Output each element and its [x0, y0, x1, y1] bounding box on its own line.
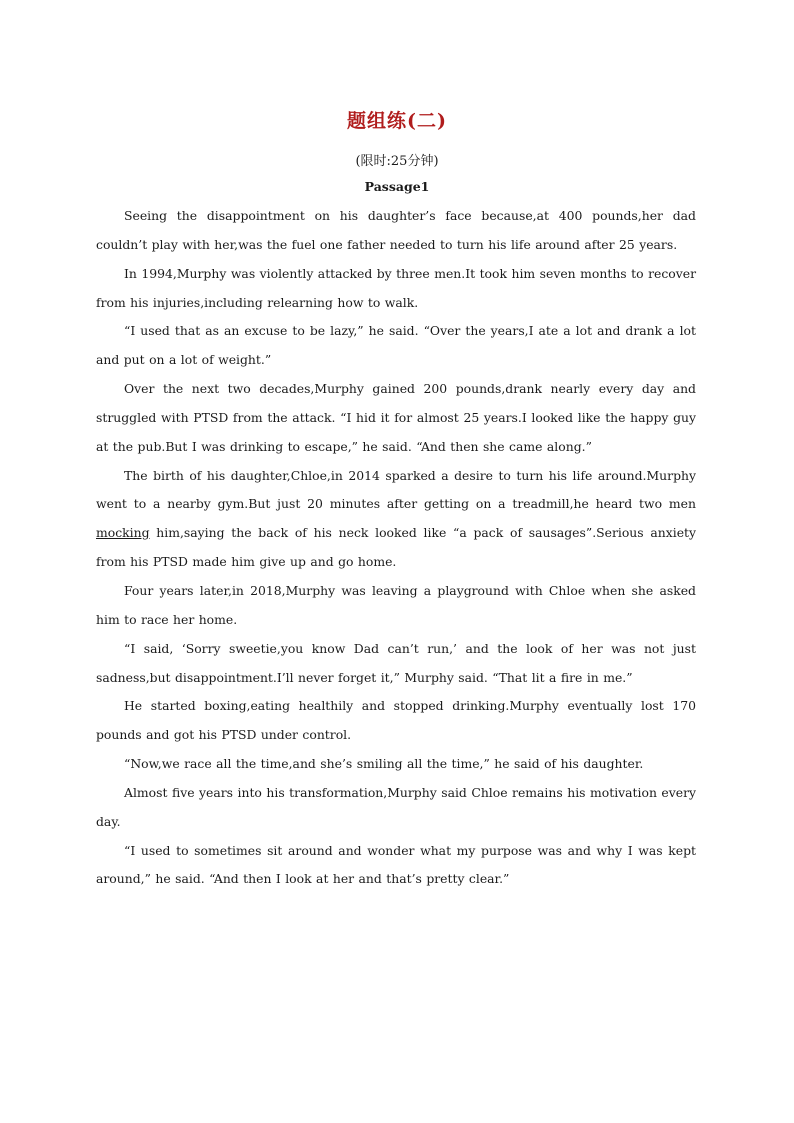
page-title: 题组练(二) [347, 110, 447, 132]
paragraph: Seeing the disappointment on his daughter’s face because,at 400 pounds,her dad couldn’t play with her,was the fuel one father needed to turn his life around after 25 years. [96, 208, 696, 252]
time-limit: (限时:25分钟) [355, 154, 439, 169]
paragraph: “Now,we race all the time,and she’s smiling all the time,” he said of his daughter. [124, 756, 644, 772]
paragraph: Over the next two decades,Murphy gained 200 pounds,drank nearly every day and struggled with PTSD from the attack. “I hid it for almost 25 years.I looked like the happy guy at the pub.But I was drinking to escape,” he said. “And then she came along.” [96, 381, 696, 454]
paragraph: He started boxing,eating healthily and stopped drinking.Murphy eventually lost 170 pounds and got his PTSD under control. [96, 698, 696, 743]
paragraph [96, 462, 696, 577]
passage-label: Passage1 [364, 179, 430, 194]
paragraph: “I said, ‘Sorry sweetie,you know Dad can’t run,’ and the look of her was not just sadness,but disappointment.I’ll never forget it,” Murphy said. “That lit a fire in me.” [96, 640, 696, 685]
paragraph: Almost five years into his transformation,Murphy said Chloe remains his motivation every day. [96, 784, 696, 829]
paragraph-text: The birth of his daughter,Chloe,in 2014 sparked a desire to turn his life around.Murphy went to a nearby gym.But just 20 minutes after getting on a treadmill,he heard two men [96, 467, 696, 512]
paragraph: Four years later,in 2018,Murphy was leaving a playground with Chloe when she asked him to race her home. [96, 582, 696, 627]
paragraph: “I used to sometimes sit around and wonder what my purpose was and why I was kept around,” he said. “And then I look at her and that’s pretty clear.” [96, 842, 696, 887]
paragraph: In 1994,Murphy was violently attacked by three men.It took him seven months to recover from his injuries,including relearning how to walk. [96, 265, 696, 310]
paragraph: “I used that as an excuse to be lazy,” he said. “Over the years,I ate a lot and drank a lot and put on a lot of weight.” [96, 323, 696, 368]
passage-body [96, 202, 696, 894]
underlined-word: mocking [96, 525, 150, 541]
paragraph-text: him,saying the back of his neck looked like “a pack of sausages”.Serious anxiety from his PTSD made him give up and go home. [96, 525, 696, 570]
